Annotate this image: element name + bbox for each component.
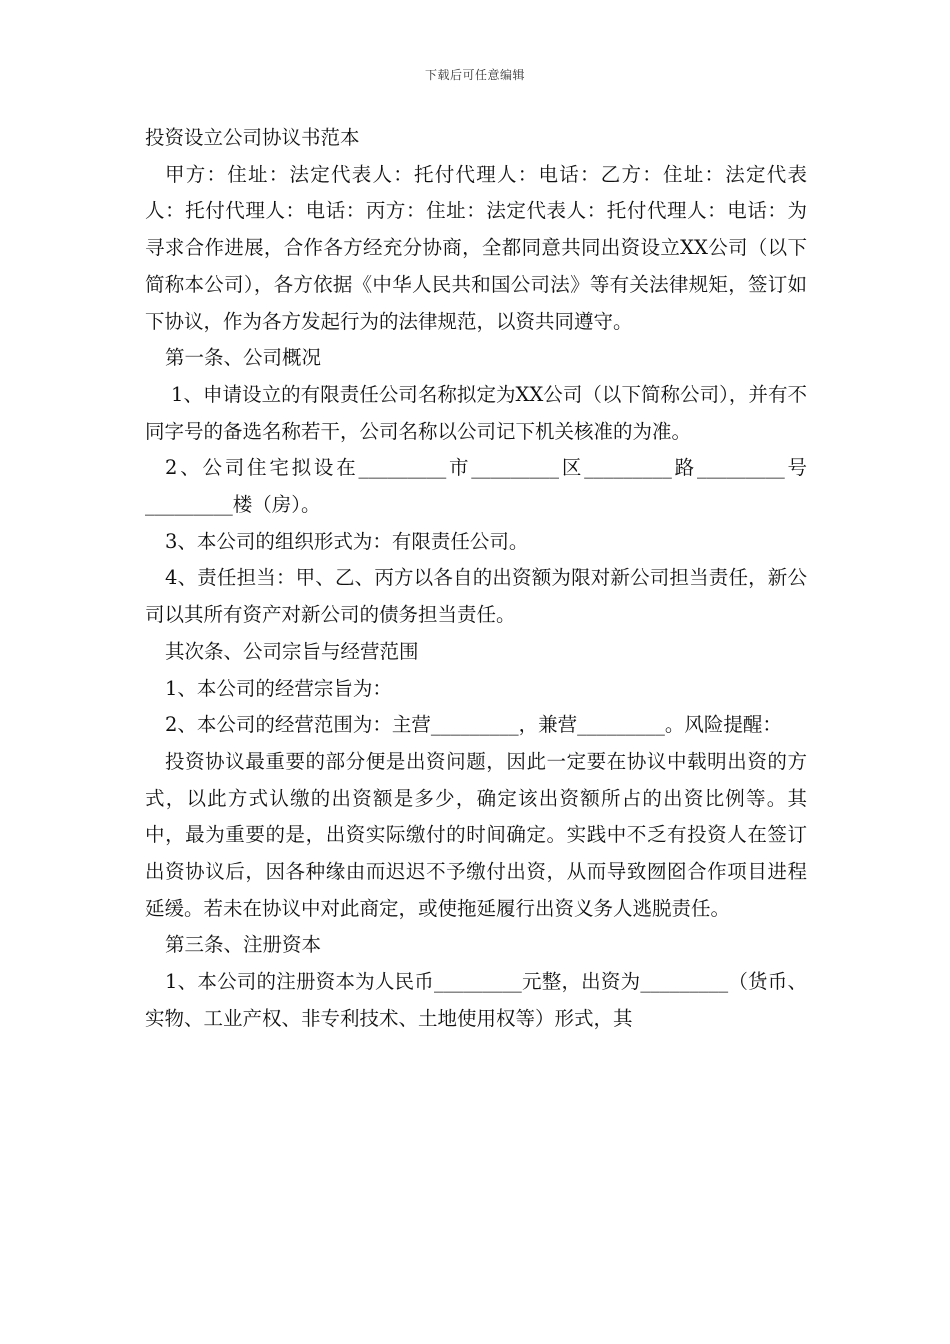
header-note: 下载后可任意编辑: [424, 68, 525, 82]
intro-paragraph: 甲方：住址：法定代表人：托付代理人：电话：乙方：住址：法定代表人：托付代理人：电话：丙方：住址：法定代表人：托付代理人：电话：为寻求合作进展，合作各方经充分协商，全都同意共同出资设立XX公司（以下简称本公司），各方依据《中华人民共和国公司法》等有关法律规矩，签订如下协议，作为各方发起行为的法律规范，以资共同遵守。: [145, 162, 807, 333]
article-1-item-3: 3、本公司的组织形式为：有限责任公司。: [165, 529, 529, 553]
article-1-heading: 第一条、公司概况: [165, 346, 322, 370]
risk-note-paragraph: 投资协议最重要的部分便是出资问题，因此一定要在协议中载明出资的方式，以此方式认缴的出资额是多少，确定该出资额所占的出资比例等。其中，最为重要的是，出资实际缴付的时间确定。实践中不乏有投资人在签订出资协议后，因各种缘由而迟迟不予缴付出资，从而导致囫囵合作项目进程延缓。若未在协议中对此商定，或使拖延履行出资义务人逃脱责任。: [145, 749, 807, 920]
article-2-item-2: 2、本公司的经营范围为：主营_________，兼营_________。风险提醒：: [165, 713, 782, 737]
article-3-heading: 第三条、注册资本: [165, 933, 322, 957]
article-2-heading: 其次条、公司宗旨与经营范围: [165, 639, 419, 663]
article-1-item-2: 2、公司住宅拟设在_________市_________区_________路_________号_________楼（房）。: [145, 456, 807, 517]
article-1-item-4: 4、责任担当：甲、乙、丙方以各自的出资额为限对新公司担当责任，新公司以其所有资产对新公司的债务担当责任。: [145, 566, 807, 627]
article-2-item-1: 1、本公司的经营宗旨为：: [165, 676, 392, 700]
document-title: 投资设立公司协议书范本: [145, 126, 360, 149]
article-1-item-1: 1、申请设立的有限责任公司名称拟定为XX公司（以下简称公司），并有不同字号的备选名称若干，公司名称以公司记下机关核准的为准。: [145, 382, 807, 443]
document-body: [145, 120, 807, 1038]
article-3-item-1: 1、本公司的注册资本为人民币_________元整，出资为_________（货币、实物、工业产权、非专利技术、土地使用权等）形式，其: [145, 970, 807, 1030]
